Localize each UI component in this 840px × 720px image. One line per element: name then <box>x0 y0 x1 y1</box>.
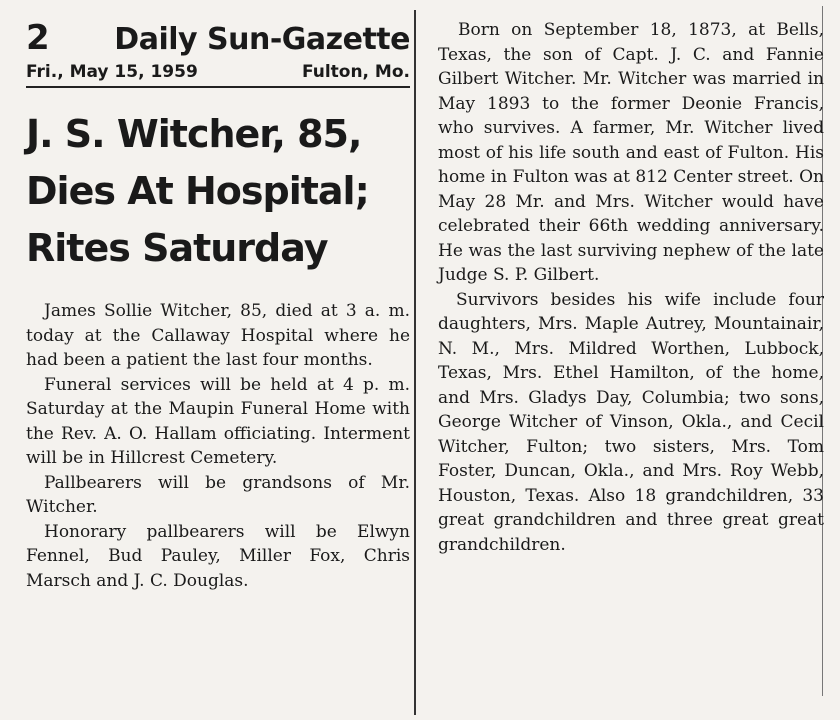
dateline <box>26 62 410 88</box>
headline-line-1: J. S. Witcher, 85, <box>26 112 362 156</box>
masthead <box>26 18 410 58</box>
headline-line-2: Dies At Hospital; <box>26 169 369 213</box>
paragraph: James Sollie Witcher, 85, died at 3 a. m. today at the Callaway Hospital where he had been a patient the last four months. <box>26 301 410 370</box>
paragraph: Honorary pallbearers will be Elwyn Fennel, Bud Pauley, Miller Fox, Chris Marsch and J. C. Douglas. <box>26 521 410 591</box>
paragraph: Funeral services will be held at 4 p. m. Saturday at the Maupin Funeral Home with the Rev. A. O. Hallam officiating. Interment will be in Hillcrest Cemetery. <box>26 374 410 468</box>
paragraph: Born on September 18, 1873, at Bells, Texas, the son of Capt. J. C. and Fannie Gilbert Witcher. Mr. Witcher was married in May 1893 to the former Deonie Francis, who survives. A farmer, Mr. Witcher lived most of his life south and east of Fulton. His home in Fulton was at 812 Center street. On May 28 Mr. and Mrs. Witcher would have celebrated their 66th wedding anniversary. He was the last surviving nephew of the late Judge S. P. Gilbert. <box>438 20 824 285</box>
left-column <box>26 18 410 593</box>
article-body-left <box>26 299 410 593</box>
paragraph: Pallbearers will be grandsons of Mr. Witcher. <box>26 472 410 517</box>
paragraph: Survivors besides his wife include four daughters, Mrs. Maple Autrey, Mountainair, N. M., Mrs. Mildred Worthen, Lubbock, Texas, Mrs. Ethel Hamilton, of the home, and Mrs. Gladys Day, Columbia; two sons, George Witcher of Vinson, Okla., and Cecil Witcher, Fulton; two sisters, Mrs. Tom Foster, Duncan, Okla., and Mrs. Roy Webb, Houston, Texas. Also 18 grandchildren, 33 great grandchildren and three great great grandchildren. <box>438 289 824 555</box>
right-column <box>438 18 824 557</box>
page-number: 2 <box>26 18 50 58</box>
column-divider <box>414 10 416 715</box>
paper-name: Daily Sun-Gazette <box>114 22 410 57</box>
headline <box>26 106 410 277</box>
issue-date: Fri., May 15, 1959 <box>26 62 198 82</box>
headline-line-3: Rites Saturday <box>26 226 328 270</box>
issue-location: Fulton, Mo. <box>301 62 410 82</box>
